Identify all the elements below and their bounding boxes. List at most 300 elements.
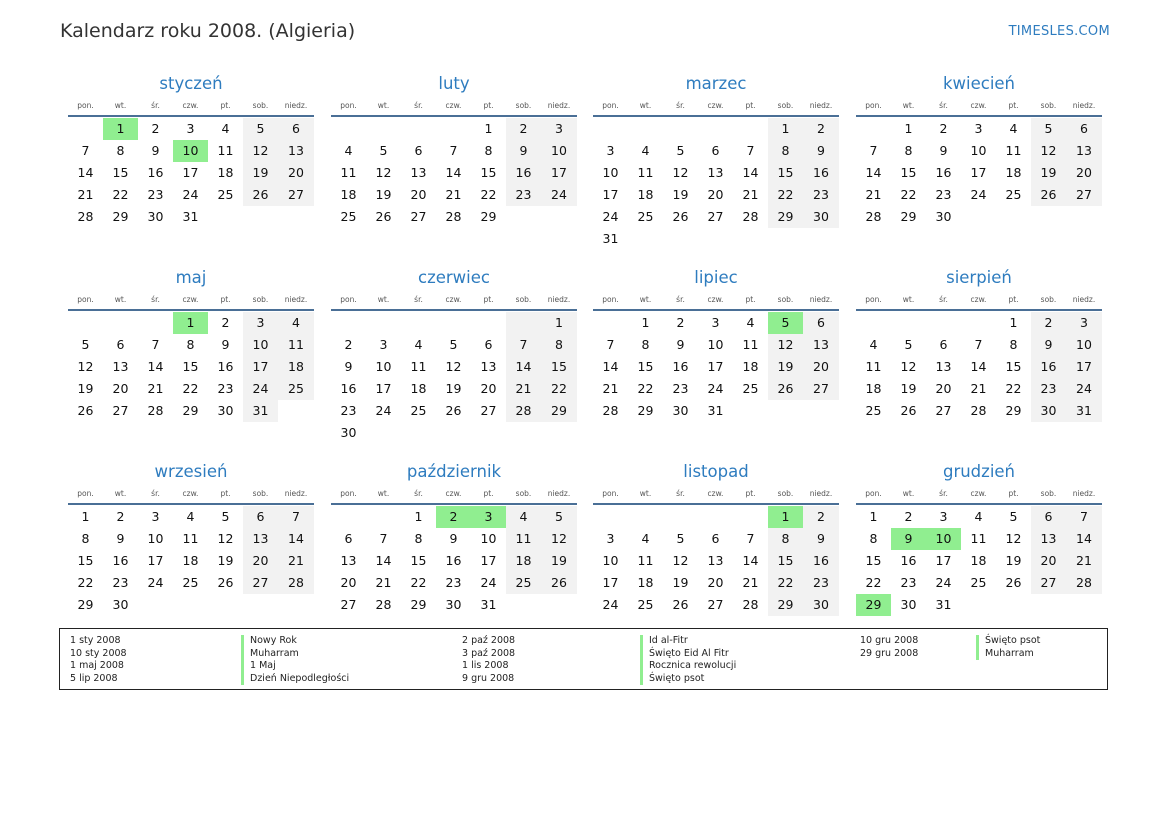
weekday-label: sob. bbox=[1040, 101, 1057, 110]
empty-cell bbox=[593, 506, 628, 528]
empty-cell bbox=[208, 594, 243, 616]
empty-cell bbox=[663, 228, 698, 250]
day-cell: 13 bbox=[243, 528, 278, 550]
day-cell: 24 bbox=[243, 378, 278, 400]
weekday-header bbox=[331, 484, 577, 505]
empty-cell bbox=[768, 228, 803, 250]
day-cell: 1 bbox=[541, 312, 577, 334]
empty-cell bbox=[366, 422, 401, 444]
day-cell: 17 bbox=[480, 553, 497, 568]
month-12 bbox=[856, 460, 1102, 616]
day-cell: 30 bbox=[445, 597, 462, 612]
weekday-label: śr. bbox=[676, 101, 685, 110]
day-cell: 17 bbox=[970, 165, 987, 180]
weekday-label: pt. bbox=[745, 489, 756, 498]
day-cell: 9 bbox=[344, 359, 353, 374]
day-cell: 12 bbox=[243, 140, 278, 162]
weekday-label: sob. bbox=[1040, 489, 1057, 498]
empty-cell bbox=[103, 312, 138, 334]
day-cell: 4 bbox=[344, 143, 353, 158]
day-cell: 20 bbox=[1066, 162, 1102, 184]
weekday-header bbox=[68, 96, 314, 117]
day-cell: 11 bbox=[340, 165, 357, 180]
day-cell: 4 bbox=[186, 509, 195, 524]
day-cell: 29 bbox=[541, 400, 577, 422]
empty-cell bbox=[891, 312, 926, 334]
day-cell: 24 bbox=[375, 403, 392, 418]
weekday-label: sob. bbox=[515, 489, 532, 498]
day-cell: 20 bbox=[243, 550, 278, 572]
day-cell: 7 bbox=[278, 506, 314, 528]
weekday-label: niedz. bbox=[547, 295, 571, 304]
day-cell: 29 bbox=[1005, 403, 1022, 418]
site-link[interactable]: TIMESLES.COM bbox=[1008, 24, 1110, 39]
day-cell: 7 bbox=[151, 337, 160, 352]
day-cell: 7 bbox=[1066, 506, 1102, 528]
day-cell: 8 bbox=[869, 531, 878, 546]
day-cell: 7 bbox=[81, 143, 90, 158]
weekday-label: sob. bbox=[515, 101, 532, 110]
day-cell: 6 bbox=[278, 118, 314, 140]
day-cell: 1 bbox=[641, 315, 650, 330]
day-cell: 27 bbox=[410, 209, 427, 224]
day-cell: 19 bbox=[672, 575, 689, 590]
weekday-label: pon. bbox=[340, 101, 357, 110]
day-cell: 15 bbox=[480, 165, 497, 180]
day-cell: 3 bbox=[186, 121, 195, 136]
day-cell: 21 bbox=[147, 381, 164, 396]
day-cell: 25 bbox=[970, 575, 987, 590]
day-cell: 7 bbox=[449, 143, 458, 158]
day-cell: 10 bbox=[1066, 334, 1102, 356]
legend-holiday-name: Id al-Fitr bbox=[640, 635, 688, 648]
day-cell: 9 bbox=[803, 140, 839, 162]
empty-cell bbox=[401, 422, 436, 444]
weekday-label: pt. bbox=[220, 489, 231, 498]
day-cell: 14 bbox=[602, 359, 619, 374]
empty-cell bbox=[926, 312, 961, 334]
legend-holiday-name: Święto Eid Al Fitr bbox=[640, 648, 729, 661]
legend-date: 1 lis 2008 bbox=[462, 660, 509, 671]
day-cell: 16 bbox=[900, 553, 917, 568]
day-cell: 15 bbox=[112, 165, 129, 180]
day-cell: 16 bbox=[112, 553, 129, 568]
day-cell: 23 bbox=[803, 184, 839, 206]
weekday-label: śr. bbox=[414, 101, 423, 110]
empty-cell bbox=[628, 118, 663, 140]
day-cell: 14 bbox=[147, 359, 164, 374]
empty-cell bbox=[541, 594, 577, 616]
day-cell: 7 bbox=[506, 334, 541, 356]
day-cell: 31 bbox=[935, 597, 952, 612]
day-cell: 15 bbox=[541, 356, 577, 378]
empty-cell bbox=[401, 118, 436, 140]
weekday-label: czw. bbox=[970, 295, 987, 304]
weekday-label: niedz. bbox=[284, 295, 308, 304]
day-cell: 3 bbox=[974, 121, 983, 136]
month-3 bbox=[593, 72, 839, 250]
day-cell: 21 bbox=[77, 187, 94, 202]
month-8 bbox=[856, 266, 1102, 422]
day-cell: 12 bbox=[445, 359, 462, 374]
day-cell: 21 bbox=[865, 187, 882, 202]
day-cell: 17 bbox=[243, 356, 278, 378]
day-cell: 19 bbox=[768, 356, 803, 378]
weekday-label: czw. bbox=[970, 101, 987, 110]
day-cell: 25 bbox=[340, 209, 357, 224]
day-cell: 21 bbox=[506, 378, 541, 400]
empty-cell bbox=[366, 506, 401, 528]
day-cell: 15 bbox=[1005, 359, 1022, 374]
weekday-label: pt. bbox=[483, 295, 494, 304]
day-cell: 14 bbox=[506, 356, 541, 378]
weekday-label: pon. bbox=[77, 489, 94, 498]
day-cell: 24 bbox=[480, 575, 497, 590]
day-cell: 5 bbox=[1009, 509, 1018, 524]
weekday-label: pt. bbox=[483, 101, 494, 110]
holiday-day-cell: 1 bbox=[173, 312, 208, 334]
holiday-day-cell: 2 bbox=[436, 506, 471, 528]
day-cell: 4 bbox=[221, 121, 230, 136]
day-cell: 7 bbox=[606, 337, 615, 352]
day-cell: 18 bbox=[278, 356, 314, 378]
empty-cell bbox=[401, 312, 436, 334]
day-cell: 16 bbox=[672, 359, 689, 374]
day-cell: 30 bbox=[340, 425, 357, 440]
day-cell: 8 bbox=[484, 143, 493, 158]
day-cell: 2 bbox=[1031, 312, 1066, 334]
weekday-label: śr. bbox=[414, 489, 423, 498]
day-cell: 25 bbox=[217, 187, 234, 202]
day-cell: 5 bbox=[81, 337, 90, 352]
month-name: październik bbox=[406, 462, 502, 481]
empty-cell bbox=[961, 594, 996, 616]
day-cell: 24 bbox=[1066, 378, 1102, 400]
day-cell: 31 bbox=[1066, 400, 1102, 422]
weekday-label: pt. bbox=[745, 101, 756, 110]
day-cell: 30 bbox=[1031, 400, 1066, 422]
day-cell: 21 bbox=[742, 575, 759, 590]
day-cell: 8 bbox=[904, 143, 913, 158]
day-cell: 29 bbox=[112, 209, 129, 224]
day-cell: 12 bbox=[541, 528, 577, 550]
weekday-label: niedz. bbox=[809, 489, 833, 498]
day-cell: 26 bbox=[1031, 184, 1066, 206]
weekday-label: wt. bbox=[114, 295, 127, 304]
weekday-label: pt. bbox=[1008, 489, 1019, 498]
month-name: czerwiec bbox=[418, 268, 490, 287]
day-cell: 4 bbox=[1009, 121, 1018, 136]
day-cell: 13 bbox=[1066, 140, 1102, 162]
weekday-label: czw. bbox=[707, 101, 724, 110]
weekday-label: sob. bbox=[777, 489, 794, 498]
day-cell: 1 bbox=[81, 509, 90, 524]
day-cell: 19 bbox=[672, 187, 689, 202]
day-cell: 4 bbox=[746, 315, 755, 330]
day-cell: 23 bbox=[340, 403, 357, 418]
day-cell: 16 bbox=[1031, 356, 1066, 378]
day-cell: 16 bbox=[147, 165, 164, 180]
day-cell: 20 bbox=[340, 575, 357, 590]
empty-cell bbox=[436, 118, 471, 140]
day-cell: 19 bbox=[541, 550, 577, 572]
weekday-header bbox=[593, 484, 839, 505]
empty-cell bbox=[996, 206, 1031, 228]
weekday-label: śr. bbox=[676, 489, 685, 498]
day-cell: 15 bbox=[768, 550, 803, 572]
weekday-label: sob. bbox=[252, 295, 269, 304]
day-cell: 4 bbox=[414, 337, 423, 352]
day-cell: 5 bbox=[243, 118, 278, 140]
weekday-label: sob. bbox=[252, 489, 269, 498]
day-cell: 28 bbox=[278, 572, 314, 594]
day-cell: 11 bbox=[506, 528, 541, 550]
day-cell: 14 bbox=[375, 553, 392, 568]
month-5 bbox=[68, 266, 314, 422]
empty-cell bbox=[506, 594, 541, 616]
day-cell: 20 bbox=[278, 162, 314, 184]
weekday-header bbox=[68, 484, 314, 505]
empty-cell bbox=[541, 206, 577, 228]
day-grid bbox=[856, 312, 1102, 422]
empty-cell bbox=[243, 594, 278, 616]
day-cell: 6 bbox=[414, 143, 423, 158]
day-cell: 16 bbox=[803, 550, 839, 572]
legend-date: 3 paź 2008 bbox=[462, 647, 516, 659]
day-cell: 1 bbox=[414, 509, 423, 524]
weekday-label: czw. bbox=[707, 295, 724, 304]
month-name: styczeń bbox=[159, 74, 223, 93]
weekday-header bbox=[331, 96, 577, 117]
empty-cell bbox=[698, 228, 733, 250]
day-cell: 5 bbox=[449, 337, 458, 352]
day-cell: 5 bbox=[221, 509, 230, 524]
day-cell: 21 bbox=[1066, 550, 1102, 572]
empty-cell bbox=[331, 506, 366, 528]
day-cell: 4 bbox=[506, 506, 541, 528]
empty-cell bbox=[733, 228, 768, 250]
day-cell: 3 bbox=[711, 315, 720, 330]
day-cell: 26 bbox=[672, 209, 689, 224]
day-cell: 28 bbox=[742, 209, 759, 224]
weekday-header bbox=[856, 96, 1102, 117]
day-cell: 3 bbox=[939, 509, 948, 524]
day-cell: 9 bbox=[449, 531, 458, 546]
weekday-label: niedz. bbox=[809, 101, 833, 110]
day-cell: 27 bbox=[278, 184, 314, 206]
empty-cell bbox=[506, 422, 541, 444]
weekday-label: niedz. bbox=[547, 101, 571, 110]
empty-cell bbox=[506, 312, 541, 334]
day-cell: 12 bbox=[375, 165, 392, 180]
day-cell: 3 bbox=[243, 312, 278, 334]
day-cell: 15 bbox=[768, 162, 803, 184]
day-cell: 30 bbox=[672, 403, 689, 418]
legend-holiday-name: Muharram bbox=[976, 648, 1034, 661]
day-cell: 22 bbox=[410, 575, 427, 590]
day-cell: 9 bbox=[939, 143, 948, 158]
day-cell: 28 bbox=[375, 597, 392, 612]
month-9 bbox=[68, 460, 314, 616]
day-cell: 23 bbox=[506, 184, 541, 206]
day-grid bbox=[331, 312, 577, 444]
day-cell: 16 bbox=[506, 162, 541, 184]
month-name: maj bbox=[175, 268, 207, 287]
month-name: marzec bbox=[685, 74, 747, 93]
weekday-label: wt. bbox=[639, 101, 652, 110]
weekday-label: śr. bbox=[414, 295, 423, 304]
day-cell: 2 bbox=[676, 315, 685, 330]
day-cell: 17 bbox=[935, 553, 952, 568]
day-cell: 20 bbox=[480, 381, 497, 396]
day-cell: 10 bbox=[541, 140, 577, 162]
day-cell: 12 bbox=[1031, 140, 1066, 162]
day-cell: 19 bbox=[77, 381, 94, 396]
day-cell: 22 bbox=[77, 575, 94, 590]
day-cell: 19 bbox=[445, 381, 462, 396]
day-cell: 27 bbox=[480, 403, 497, 418]
day-cell: 30 bbox=[803, 594, 839, 616]
holiday-day-cell: 5 bbox=[768, 312, 803, 334]
month-name: wrzesień bbox=[154, 462, 228, 481]
weekday-label: pt. bbox=[1008, 101, 1019, 110]
day-cell: 5 bbox=[676, 531, 685, 546]
day-cell: 11 bbox=[182, 531, 199, 546]
empty-cell bbox=[733, 506, 768, 528]
empty-cell bbox=[208, 206, 243, 228]
weekday-label: czw. bbox=[445, 101, 462, 110]
day-grid bbox=[331, 118, 577, 228]
weekday-label: wt. bbox=[377, 101, 390, 110]
day-cell: 24 bbox=[182, 187, 199, 202]
day-cell: 4 bbox=[869, 337, 878, 352]
day-grid bbox=[331, 506, 577, 616]
weekday-label: pt. bbox=[745, 295, 756, 304]
empty-cell bbox=[593, 312, 628, 334]
day-cell: 6 bbox=[243, 506, 278, 528]
day-cell: 24 bbox=[970, 187, 987, 202]
legend-holiday-name: Dzień Niepodległości bbox=[241, 673, 349, 686]
day-cell: 3 bbox=[151, 509, 160, 524]
day-cell: 19 bbox=[243, 162, 278, 184]
day-cell: 24 bbox=[541, 184, 577, 206]
day-cell: 11 bbox=[970, 531, 987, 546]
empty-cell bbox=[663, 506, 698, 528]
day-cell: 2 bbox=[344, 337, 353, 352]
empty-cell bbox=[1066, 594, 1102, 616]
day-cell: 6 bbox=[711, 531, 720, 546]
day-cell: 8 bbox=[768, 140, 803, 162]
month-7 bbox=[593, 266, 839, 422]
day-cell: 27 bbox=[112, 403, 129, 418]
day-cell: 14 bbox=[742, 553, 759, 568]
day-cell: 30 bbox=[217, 403, 234, 418]
day-cell: 7 bbox=[974, 337, 983, 352]
empty-cell bbox=[278, 400, 314, 422]
weekday-label: niedz. bbox=[809, 295, 833, 304]
empty-cell bbox=[856, 312, 891, 334]
day-cell: 14 bbox=[77, 165, 94, 180]
day-cell: 5 bbox=[1031, 118, 1066, 140]
day-cell: 31 bbox=[707, 403, 724, 418]
empty-cell bbox=[663, 118, 698, 140]
day-cell: 17 bbox=[541, 162, 577, 184]
month-2 bbox=[331, 72, 577, 228]
empty-cell bbox=[278, 206, 314, 228]
weekday-label: czw. bbox=[182, 101, 199, 110]
day-cell: 25 bbox=[637, 209, 654, 224]
day-cell: 6 bbox=[803, 312, 839, 334]
day-cell: 11 bbox=[410, 359, 427, 374]
weekday-label: czw. bbox=[182, 489, 199, 498]
day-cell: 15 bbox=[865, 553, 882, 568]
day-cell: 28 bbox=[445, 209, 462, 224]
day-cell: 19 bbox=[1031, 162, 1066, 184]
empty-cell bbox=[331, 118, 366, 140]
weekday-label: pon. bbox=[340, 295, 357, 304]
day-cell: 2 bbox=[221, 315, 230, 330]
weekday-label: wt. bbox=[639, 489, 652, 498]
day-cell: 15 bbox=[182, 359, 199, 374]
weekday-label: czw. bbox=[445, 295, 462, 304]
day-cell: 12 bbox=[672, 165, 689, 180]
day-cell: 26 bbox=[541, 572, 577, 594]
day-cell: 21 bbox=[602, 381, 619, 396]
day-cell: 10 bbox=[602, 165, 619, 180]
day-cell: 27 bbox=[243, 572, 278, 594]
weekday-label: niedz. bbox=[1072, 295, 1096, 304]
legend-date: 9 gru 2008 bbox=[462, 672, 515, 684]
day-cell: 31 bbox=[182, 209, 199, 224]
empty-cell bbox=[436, 422, 471, 444]
day-grid bbox=[856, 118, 1102, 228]
day-cell: 8 bbox=[186, 337, 195, 352]
day-cell: 27 bbox=[935, 403, 952, 418]
day-grid bbox=[593, 506, 839, 616]
day-cell: 11 bbox=[278, 334, 314, 356]
weekday-header bbox=[331, 290, 577, 311]
month-name: grudzień bbox=[942, 462, 1016, 481]
day-cell: 27 bbox=[707, 597, 724, 612]
day-cell: 22 bbox=[900, 187, 917, 202]
day-cell: 6 bbox=[711, 143, 720, 158]
weekday-label: śr. bbox=[676, 295, 685, 304]
weekday-label: pon. bbox=[77, 101, 94, 110]
weekday-label: niedz. bbox=[547, 489, 571, 498]
day-cell: 9 bbox=[803, 528, 839, 550]
day-cell: 21 bbox=[970, 381, 987, 396]
empty-cell bbox=[733, 400, 768, 422]
day-cell: 25 bbox=[506, 572, 541, 594]
day-cell: 13 bbox=[112, 359, 129, 374]
legend-holiday-name: Święto psot bbox=[640, 673, 704, 686]
empty-cell bbox=[698, 506, 733, 528]
page-title: Kalendarz roku 2008. (Algieria) bbox=[60, 20, 356, 42]
empty-cell bbox=[733, 118, 768, 140]
day-cell: 23 bbox=[672, 381, 689, 396]
day-cell: 22 bbox=[1005, 381, 1022, 396]
month-name: sierpień bbox=[946, 268, 1012, 287]
day-cell: 16 bbox=[445, 553, 462, 568]
day-cell: 1 bbox=[484, 121, 493, 136]
weekday-label: pon. bbox=[865, 295, 882, 304]
day-cell: 23 bbox=[935, 187, 952, 202]
day-cell: 16 bbox=[217, 359, 234, 374]
weekday-label: wt. bbox=[377, 489, 390, 498]
legend-date: 1 maj 2008 bbox=[70, 660, 124, 671]
day-cell: 17 bbox=[602, 187, 619, 202]
day-cell: 28 bbox=[147, 403, 164, 418]
